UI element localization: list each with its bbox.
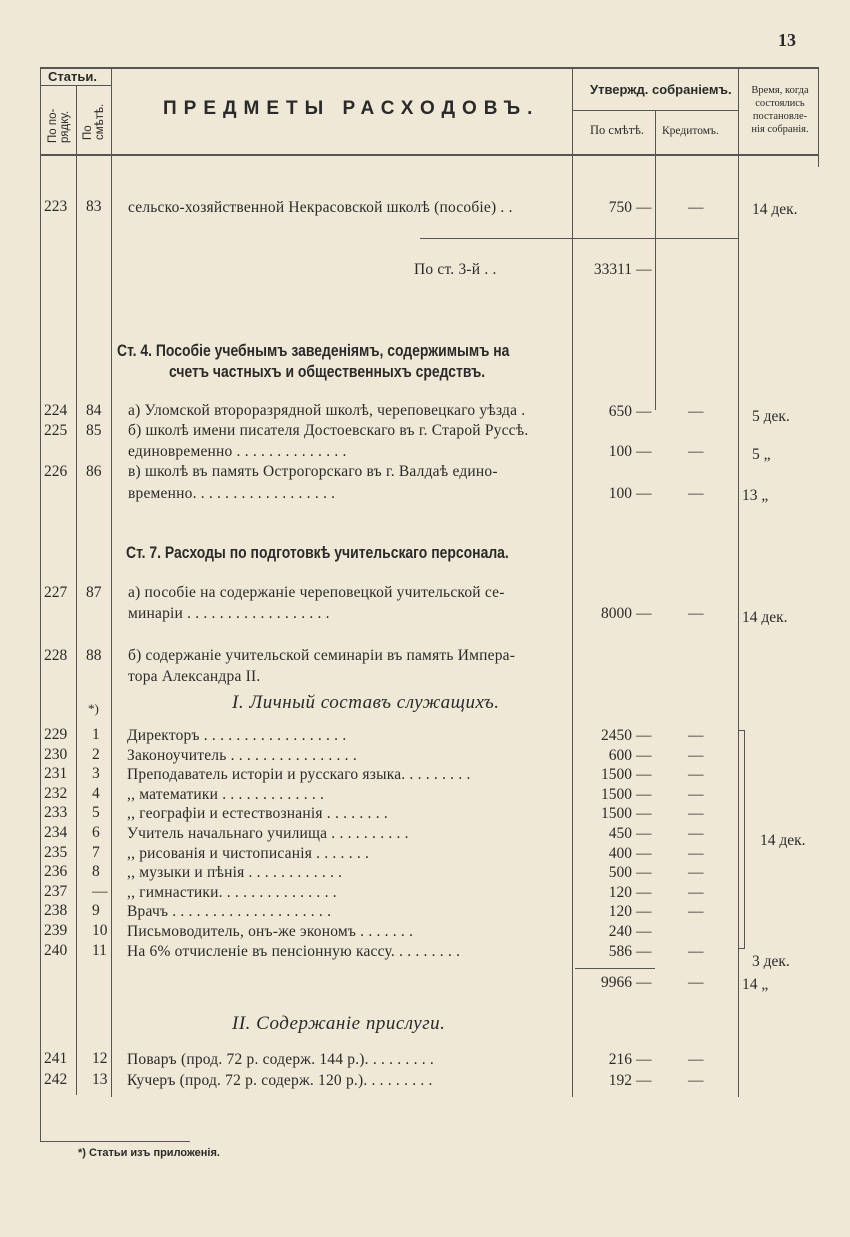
item-224-time: 5 дек. — [752, 408, 790, 425]
staff-row-order: 235 — [44, 843, 68, 861]
staff-row-dash: — — [636, 766, 652, 784]
item-227-credit: — — [688, 605, 704, 622]
item-228-text: б) содержаніе учительской семинаріи въ память Импера- — [128, 647, 516, 664]
item-228-order: 228 — [44, 647, 68, 664]
staff-row-credit: — — [688, 883, 704, 901]
servant-row-amount: 192 — [608, 1072, 632, 1089]
staff-row-order: 230 — [44, 745, 68, 763]
staff-row-text: ,, географіи и естествознанія . . . . . . . . — [127, 805, 388, 823]
total-st3-label: По ст. 3-й . . — [414, 261, 497, 278]
staff-row-smeta: 7 — [92, 843, 100, 861]
staff-footnote-marker: *) — [88, 701, 99, 716]
staff-row-text: Учитель начальнаго училища . . . . . . . . . . — [127, 825, 409, 842]
kreditom-header: Кредитомъ. — [662, 125, 719, 137]
col-smeta-label: По смѣтѣ. — [82, 103, 106, 140]
item-227-time: 14 дек. — [742, 609, 788, 626]
staff-row-text: ,, музыки и пѣнія . . . . . . . . . . . . — [127, 864, 343, 882]
staff-row-amount: 586 — [608, 942, 632, 960]
staff-bracket-top — [738, 730, 745, 731]
staff-row-credit: — — [688, 727, 704, 744]
item-224-credit: — — [688, 403, 704, 420]
staff-row-amount: 450 — [608, 825, 632, 842]
row-223-credit: — — [688, 199, 704, 216]
item-224-amount: 650 — [608, 403, 632, 420]
item-225-dash: — — [636, 443, 652, 460]
item-227-dash: — — [636, 605, 652, 622]
item-227-order: 227 — [44, 584, 68, 601]
item-226-amount: 100 — [608, 485, 632, 502]
staff-row-text: ,, рисованія и чистописанія . . . . . . . — [127, 844, 370, 862]
total-st3-dash: — — [636, 261, 652, 278]
item-226-time: 13 „ — [742, 487, 769, 504]
staff-row-order: 239 — [44, 922, 68, 939]
staff-row-smeta: 8 — [92, 863, 100, 881]
staff-row-order: 231 — [44, 765, 68, 783]
item-225-cont-text: единовременно . . . . . . . . . . . . . . — [128, 443, 347, 460]
staff-row-amount: 2450 — [601, 727, 632, 744]
staff-row-dash: — — [636, 942, 652, 960]
servant-row-order: 241 — [44, 1050, 68, 1067]
approved-header: Утвержд. собраніемъ. — [590, 82, 732, 97]
staff-row-credit: — — [688, 805, 704, 823]
approved-rule — [572, 110, 738, 111]
time-header — [740, 84, 820, 136]
item-227-amount: 8000 — [601, 605, 632, 622]
servant-row-credit: — — [688, 1072, 704, 1089]
staff-row-dash: — — [636, 805, 652, 823]
staff-row-amount: 240 — [608, 923, 632, 940]
servant-row-smeta: 12 — [92, 1050, 108, 1067]
staff-row-order: 236 — [44, 863, 68, 881]
col-order-label: По по- рядку. — [47, 108, 71, 143]
staff-total-rule — [575, 968, 655, 969]
time-header-4: нія собранія. — [751, 124, 809, 135]
staff-row-order: 238 — [44, 902, 68, 920]
staff-row-order: 237 — [44, 882, 68, 900]
staff-row-smeta: 9 — [92, 902, 100, 920]
staff-row-text: Врачъ . . . . . . . . . . . . . . . . . . . . — [127, 903, 332, 921]
row-223-time: 14 дек. — [752, 201, 798, 218]
col-smeta-divider — [111, 67, 112, 1097]
staff-total-dash: — — [636, 974, 652, 991]
col-smeta-header — [82, 80, 106, 140]
staff-row-credit: — — [688, 942, 704, 960]
item-227-smeta: 87 — [86, 584, 102, 601]
staff-row-dash: — — [636, 844, 652, 862]
item-226-credit: — — [688, 485, 704, 502]
staff-row-credit: — — [688, 844, 704, 862]
item-227-text: а) пособіе на содержаніе череповецкой учительской се- — [128, 584, 505, 601]
time-header-1: Время, когда — [751, 85, 809, 96]
staff-row-amount: 120 — [608, 883, 632, 901]
servant-row-order: 242 — [44, 1071, 68, 1088]
staff-row-dash: — — [636, 864, 652, 882]
item-225-amount: 100 — [608, 443, 632, 460]
col-order-header — [47, 83, 71, 143]
staff-row-amount: 400 — [608, 844, 632, 862]
footnote-rule — [40, 1141, 190, 1142]
item-224-smeta: 84 — [86, 402, 102, 419]
item-226-cont-text: временно. . . . . . . . . . . . . . . . . . — [128, 485, 336, 502]
staff-row-text: Законоучитель . . . . . . . . . . . . . . . . — [127, 746, 357, 764]
staff-row-dash: — — [636, 923, 652, 940]
staff-row-dash: — — [636, 727, 652, 744]
item-225-order: 225 — [44, 422, 68, 439]
staff-total-time: 14 „ — [742, 976, 769, 993]
row-223-dash: — — [636, 199, 652, 216]
item-224-order: 224 — [44, 402, 68, 419]
item-228-cont-text: тора Александра II. — [128, 668, 261, 685]
staff-row-dash: — — [636, 883, 652, 901]
section-st7: Ст. 7. Расходы по подготовкѣ учительскаго персонала. — [126, 543, 509, 562]
total-rule — [420, 238, 738, 239]
staff-row-credit: — — [688, 785, 704, 803]
footnote: *) Статьи изъ приложенія. — [78, 1147, 220, 1159]
staff-row-amount: 1500 — [601, 805, 632, 823]
header-rule — [40, 154, 818, 156]
time-header-2: состоялись — [755, 98, 805, 109]
item-224-text: а) Уломской второразрядной школѣ, череповецкаго уѣзда . — [128, 402, 526, 419]
staff-row-text: На 6% отчисленіе въ пенсіонную кассу. . . . . . . . . — [127, 942, 461, 960]
time-header-3: постановле- — [752, 111, 808, 122]
po-smete-header: По смѣтѣ. — [590, 123, 645, 137]
staff-row-amount: 600 — [608, 746, 632, 764]
top-rule — [40, 67, 818, 69]
subsection-staff: I. Личный составъ служащихъ. — [232, 692, 500, 713]
total-st3-amount: 33311 — [593, 261, 632, 278]
staff-row-smeta: 2 — [92, 745, 100, 763]
staff-row-dash: — — [636, 746, 652, 764]
stati-label: Статьи. — [48, 69, 97, 84]
staff-row-order: 240 — [44, 941, 68, 959]
row-223-amount: 750 — [608, 199, 632, 216]
item-225-text: б) школѣ имени писателя Достоевскаго въ г. Старой Руссѣ. — [128, 422, 529, 439]
staff-row-dash: — — [636, 903, 652, 921]
staff-time-bracket — [744, 730, 745, 948]
staff-time-14: 14 дек. — [760, 832, 806, 849]
item-226-smeta: 86 — [86, 463, 102, 480]
staff-row-smeta: 5 — [92, 804, 100, 822]
staff-row-smeta: 10 — [92, 922, 108, 939]
staff-row-text: Преподаватель исторіи и русскаго языка. . . . . . . . . — [127, 766, 471, 784]
item-225-time: 5 „ — [752, 446, 771, 463]
staff-row-smeta: 6 — [92, 824, 100, 841]
staff-row-smeta: — — [92, 882, 108, 900]
staff-row-credit: — — [688, 766, 704, 784]
staff-row-order: 234 — [44, 824, 68, 841]
row-223-smeta: 83 — [86, 198, 102, 215]
staff-row-amount: 1500 — [601, 785, 632, 803]
staff-row-amount: 120 — [608, 903, 632, 921]
staff-row-text: ,, гимнастики. . . . . . . . . . . . . . . — [127, 883, 337, 901]
staff-row-dash: — — [636, 785, 652, 803]
staff-row-smeta: 4 — [92, 784, 100, 802]
staff-row-dash: — — [636, 825, 652, 842]
staff-row-order: 229 — [44, 726, 68, 743]
staff-row-credit: — — [688, 746, 704, 764]
item-228-smeta: 88 — [86, 647, 102, 664]
staff-row-smeta: 3 — [92, 765, 100, 783]
servant-row-smeta: 13 — [92, 1071, 108, 1088]
staff-row-credit: — — [688, 825, 704, 842]
subsection-servants: II. Содержаніе прислуги. — [232, 1013, 446, 1034]
servant-row-credit: — — [688, 1051, 704, 1068]
page-title: ПРЕДМЕТЫ РАСХОДОВЪ. — [163, 98, 540, 119]
col-order-divider — [76, 85, 77, 1095]
item-227-cont-text: минаріи . . . . . . . . . . . . . . . . . . — [128, 605, 330, 622]
staff-total-amount: 9966 — [601, 974, 632, 991]
page-number: 13 — [778, 30, 796, 50]
row-223-text: сельско-хозяйственной Некрасовской школѣ (пособіе) . . — [128, 199, 513, 216]
staff-row-order: 233 — [44, 804, 68, 822]
staff-row-credit: — — [688, 864, 704, 882]
staff-row-smeta: 11 — [92, 941, 107, 959]
staff-row-credit: — — [688, 903, 704, 921]
staff-time-3: 3 дек. — [752, 953, 790, 970]
item-226-text: в) школѣ въ память Острогорскаго въ г. Валдаѣ едино- — [128, 463, 498, 480]
section-st4-line1: Ст. 4. Пособіе учебнымъ заведеніямъ, содержимымъ на — [117, 341, 510, 360]
time-col-left — [738, 67, 739, 1097]
staff-row-smeta: 1 — [92, 726, 100, 743]
staff-row-text: ,, математики . . . . . . . . . . . . . — [127, 785, 325, 803]
staff-bracket-bottom — [738, 948, 745, 949]
item-225-smeta: 85 — [86, 422, 102, 439]
staff-row-text: Письмоводитель, онъ-же экономъ . . . . . . . — [127, 923, 414, 940]
staff-row-order: 232 — [44, 784, 68, 802]
amount-col-mid — [655, 110, 656, 410]
servant-row-dash: — — [636, 1072, 652, 1089]
staff-total-credit: — — [688, 974, 704, 991]
section-st4-line2: счетъ частныхъ и общественныхъ средствъ. — [169, 362, 486, 381]
row-223-order: 223 — [44, 198, 68, 215]
servant-row-text: Поваръ (прод. 72 р. содерж. 144 р.). . . . . . . . . — [127, 1051, 434, 1068]
staff-row-amount: 500 — [608, 864, 632, 882]
servant-row-dash: — — [636, 1051, 652, 1068]
item-226-dash: — — [636, 485, 652, 502]
item-225-credit: — — [688, 443, 704, 460]
staff-row-text: Директоръ . . . . . . . . . . . . . . . . . . — [127, 727, 347, 744]
item-224-dash: — — [636, 403, 652, 420]
servant-row-text: Кучеръ (прод. 72 р. содерж. 120 р.). . . . . . . . . — [127, 1072, 433, 1089]
servant-row-amount: 216 — [608, 1051, 632, 1068]
item-226-order: 226 — [44, 463, 68, 480]
staff-row-amount: 1500 — [601, 766, 632, 784]
left-border — [40, 67, 41, 1142]
